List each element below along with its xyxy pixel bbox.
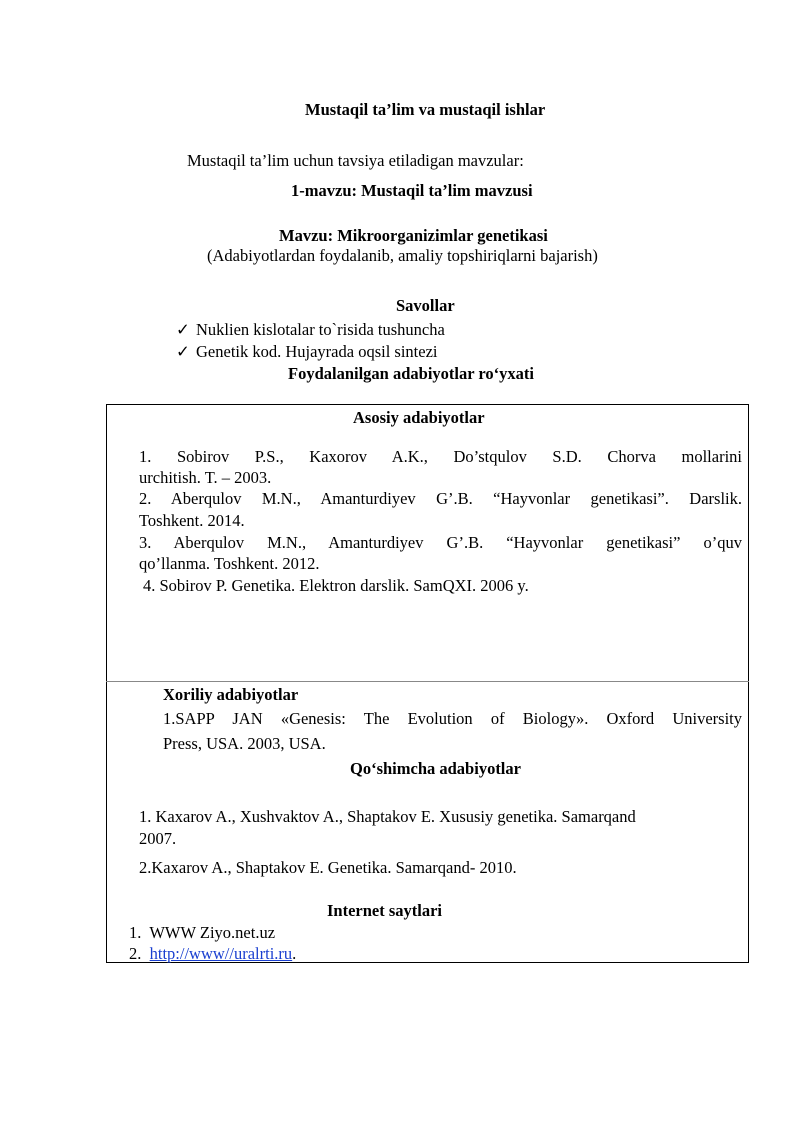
reference-item-line: Toshkent. 2014.	[139, 511, 245, 530]
questions-heading: Savollar	[396, 296, 455, 315]
reference-item-line: 1. Sobirov P.S., Kaxorov A.K., Do’stqulov S.D. Chorva mollarini	[139, 447, 742, 466]
foreign-references-heading: Xoriliy adabiyotlar	[163, 685, 299, 704]
list-number: 1.	[129, 923, 142, 942]
site-text: WWW Ziyo.net.uz	[149, 923, 276, 942]
intro-text: Mustaqil ta’lim uchun tavsiya etiladigan mavzular:	[187, 151, 524, 170]
table-row-divider	[106, 681, 749, 682]
question-text: Genetik kod. Hujayrada oqsil sintezi	[196, 342, 438, 361]
question-text: Nuklien kislotalar to`risida tushuncha	[196, 320, 445, 339]
list-number: 2.	[129, 944, 142, 963]
reference-item-line: 1. Kaxarov A., Xushvaktov A., Shaptakov E. Xususiy genetika. Samarqand	[139, 807, 636, 826]
page-title: Mustaqil ta’lim va mustaqil ishlar	[305, 100, 546, 119]
reference-item-line: 2. Aberqulov M.N., Amanturdiyev G’.B. “Hayvonlar genetikasi”. Darslik.	[139, 489, 742, 508]
site-link[interactable]: http://www//uralrti.ru	[149, 944, 293, 963]
check-icon: ✓	[176, 320, 190, 339]
reference-item-line: 2.Kaxarov A., Shaptakov E. Genetika. Samarqand- 2010.	[139, 858, 517, 877]
subject-title: Mavzu: Mikroorganizimlar genetikasi	[279, 226, 548, 245]
main-references-heading: Asosiy adabiyotlar	[353, 408, 485, 427]
reference-item-line: 2007.	[139, 829, 177, 848]
list-item	[129, 944, 296, 964]
additional-references-heading: Qo‘shimcha adabiyotlar	[350, 759, 521, 778]
reference-item-line: Press, USA. 2003, USA.	[163, 734, 326, 753]
references-heading: Foydalanilgan adabiyotlar ro‘yxati	[288, 364, 535, 383]
topic-heading: 1-mavzu: Mustaqil ta’lim mavzusi	[291, 181, 533, 200]
link-suffix: .	[292, 944, 297, 963]
question-item	[176, 320, 445, 340]
subject-note: (Adabiyotlardan foydalanib, amaliy topshiriqlarni bajarish)	[207, 246, 598, 265]
question-item	[176, 342, 437, 362]
reference-item-line: qo’llanma. Toshkent. 2012.	[139, 554, 320, 573]
reference-item-line: urchitish. T. – 2003.	[139, 468, 272, 487]
check-icon: ✓	[176, 342, 190, 361]
reference-item-line: 3. Aberqulov M.N., Amanturdiyev G’.B. “Hayvonlar genetikasi” o’quv	[139, 533, 742, 552]
reference-item-line: 4. Sobirov P. Genetika. Elektron darslik. SamQXI. 2006 y.	[143, 576, 529, 595]
internet-sites-heading: Internet saytlari	[327, 901, 443, 920]
list-item	[129, 923, 275, 943]
reference-item-line: 1.SAPP JAN «Genesis: The Evolution of Biology». Oxford University	[163, 709, 742, 728]
